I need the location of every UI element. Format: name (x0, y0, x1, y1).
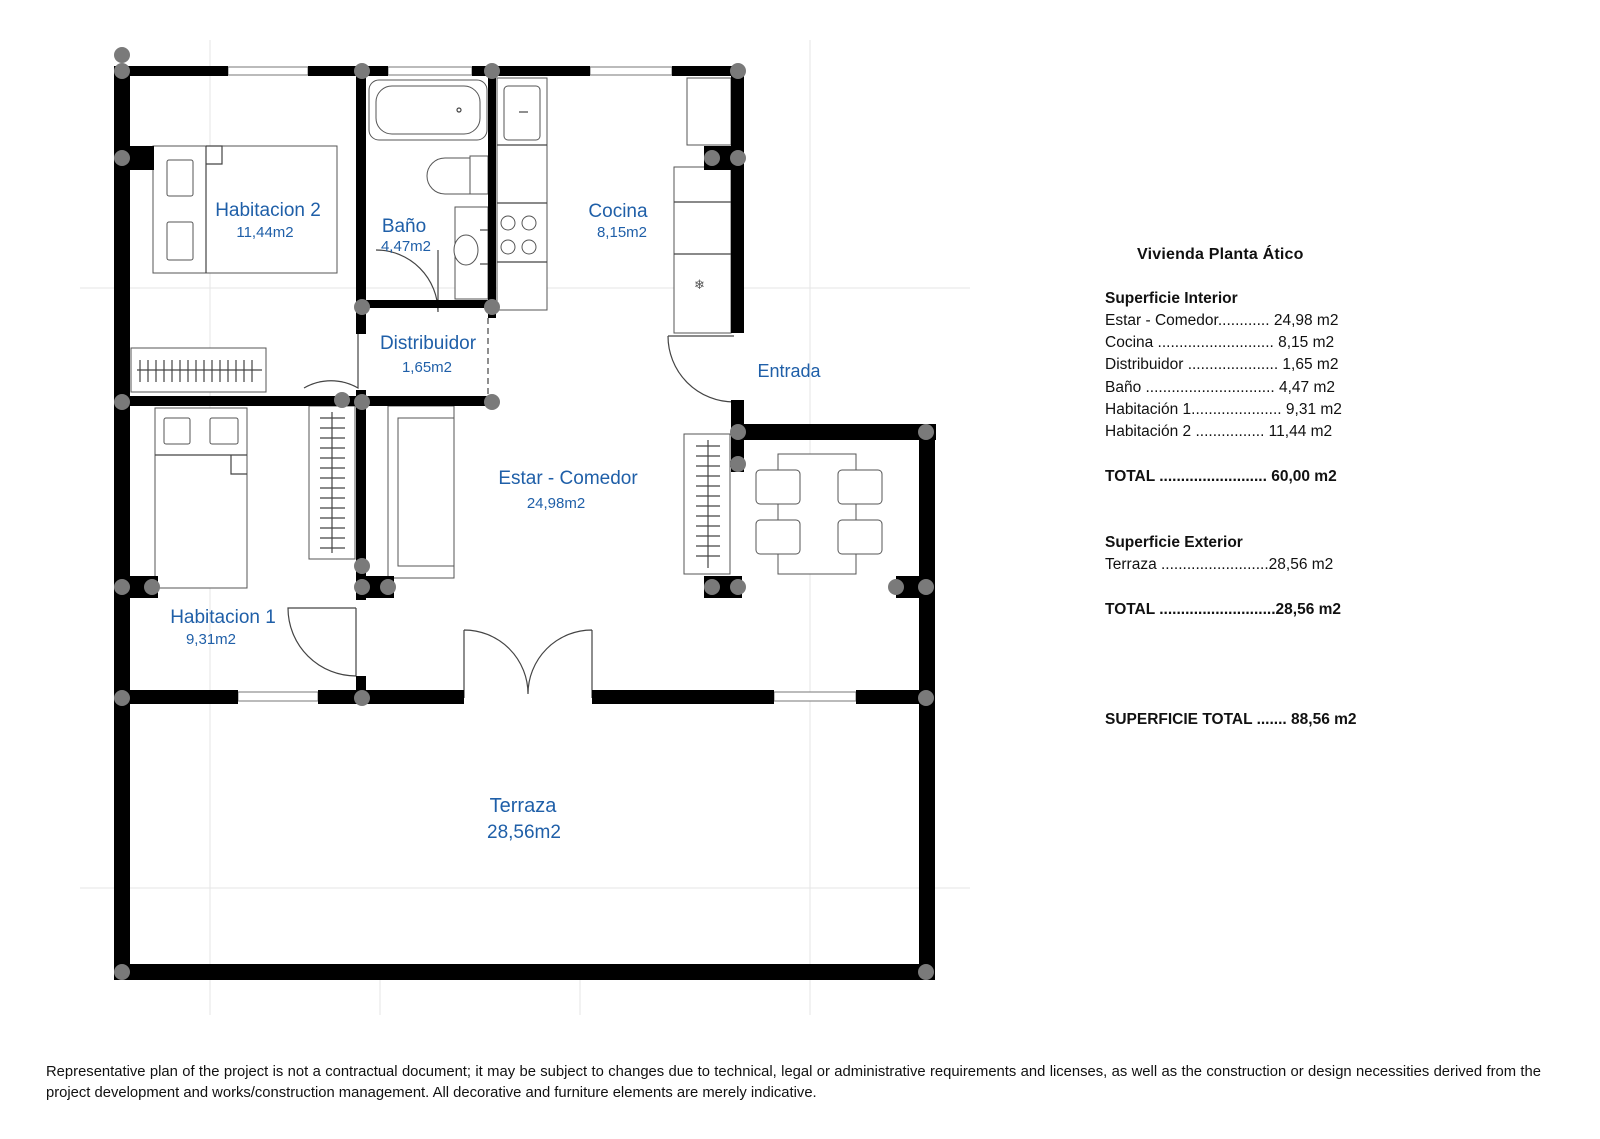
disclaimer-text: Representative plan of the project is not a contractual document; it may be subject to changes due to technical, legal or administrative requirements and licenses, as well as the construction or design necessities derived from the project development and works/construction management. All decorative and furniture elements are merely indicative. (46, 1064, 1541, 1101)
interior-heading: Superficie Interior (1105, 290, 1238, 307)
interior-row: Habitación 1..................... 9,31 m2 (1105, 401, 1342, 418)
sofa (388, 406, 454, 578)
dining-table (756, 454, 882, 574)
wardrobe-habitacion-1 (309, 406, 355, 559)
interior-row: Cocina ........................... 8,15 m2 (1105, 334, 1335, 351)
label-estar-comedor: Estar - Comedor (498, 468, 638, 489)
area-habitacion-1: 9,31m2 (185, 631, 237, 648)
area-bano: 4,47m2 (380, 238, 432, 255)
interior-row: Habitación 2 ................ 11,44 m2 (1105, 423, 1333, 440)
exterior-heading: Superficie Exterior (1105, 534, 1243, 551)
label-entrada: Entrada (757, 361, 821, 381)
label-bano: Baño (381, 216, 427, 237)
bed-habitacion-1 (155, 408, 247, 588)
kitchen-counter (497, 78, 547, 310)
label-habitacion-1: Habitacion 1 (170, 607, 276, 628)
interior-total: TOTAL ......................... 60,00 m2 (1105, 468, 1337, 485)
exterior-total: TOTAL ...........................28,56 m2 (1105, 601, 1342, 618)
bathtub (369, 80, 487, 140)
label-cocina: Cocina (588, 201, 648, 222)
legend-title: Vivienda Planta Ático (1137, 246, 1304, 263)
label-habitacion-2: Habitacion 2 (215, 200, 321, 221)
area-habitacion-2: 11,44m2 (236, 224, 294, 241)
bathroom-sink (454, 207, 488, 299)
interior-row: Baño .............................. 4,47 m2 (1105, 379, 1336, 396)
area-distribuidor: 1,65m2 (401, 359, 453, 376)
wardrobe-habitacion-2 (131, 348, 266, 392)
kitchen-units-right (674, 78, 731, 333)
label-distribuidor: Distribuidor (379, 333, 477, 354)
label-terraza: Terraza (489, 795, 557, 817)
grand-total: SUPERFICIE TOTAL ....... 88,56 m2 (1105, 711, 1357, 728)
storage-unit (684, 434, 730, 574)
interior-row: Estar - Comedor............ 24,98 m2 (1105, 312, 1339, 329)
exterior-row: Terraza .........................28,56 m2 (1105, 556, 1334, 573)
snowflake-icon: ❄ (694, 278, 705, 293)
area-terraza: 28,56m2 (487, 822, 561, 843)
interior-row: Distribuidor ..................... 1,65 m2 (1105, 356, 1339, 373)
area-estar-comedor: 24,98m2 (526, 495, 586, 512)
furniture (131, 78, 882, 588)
toilet (427, 156, 488, 194)
area-cocina: 8,15m2 (596, 224, 648, 241)
